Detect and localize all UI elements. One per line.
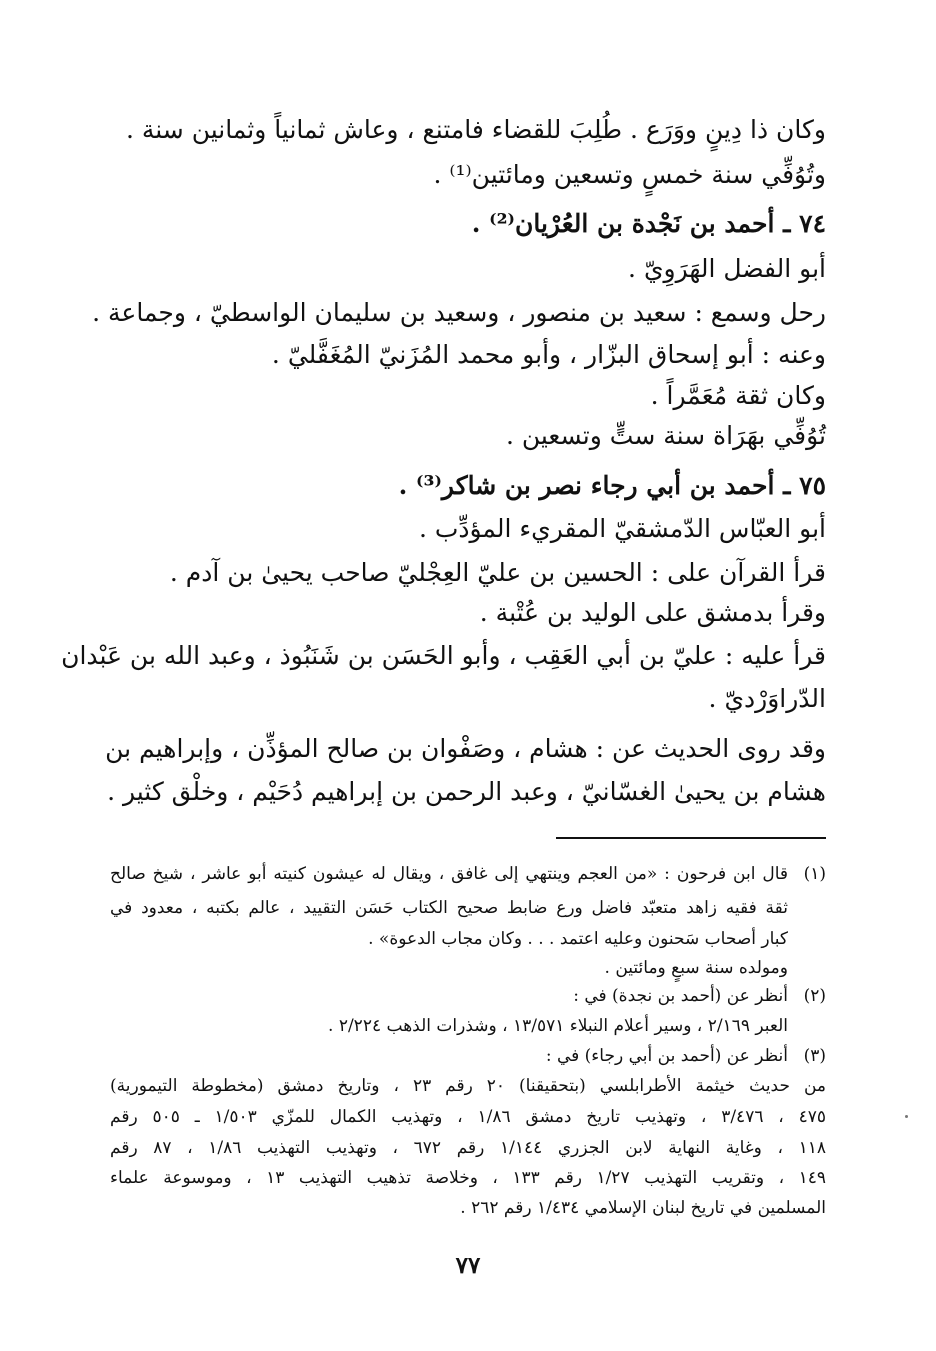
footnote-line: ١١٨ ، وغاية النهاية لابن الجزري ١/١٤٤ رقم ٦٧٢ ، وتهذيب التهذيب ١/٨٦ ، ٨٧ رقم — [110, 1138, 826, 1158]
text-line: قرأ القرآن على : الحسين بن عليّ العِجْليّ صاحب يحيىٰ بن آدم . — [169, 558, 826, 587]
footnote-label: (٣) — [803, 1046, 826, 1066]
footnote-line: أنظر عن (أحمد بن نجدة) في : — [573, 986, 788, 1006]
page-number: ٧٧ — [455, 1252, 481, 1279]
footnote-line: العبر ٢/١٦٩ ، وسير أعلام النبلاء ١٣/٥٧١ ، وشذرات الذهب ٢/٢٢٤ . — [328, 1016, 788, 1036]
text-line: أبو الفضل الهَرَوِيّ . — [628, 254, 826, 283]
text-line: وعنه : أبو إسحاق البزّار ، وأبو محمد المُزَنيّ المُغَفَّليّ . — [271, 340, 826, 369]
footnote-line: قال ابن فرحون : «من العجم وينتهي إلى غافق ، ويقال له عيشون كنيته أبو عاشر ، شيخ صالح — [110, 864, 788, 884]
text-line: وكان ثقة مُعَمَّراً . — [650, 381, 826, 410]
text-line: رحل وسمع : سعيد بن منصور ، وسعيد بن سليمان الواسطيّ ، وجماعة . — [92, 298, 826, 327]
text-line: هشام بن يحيىٰ الغسّانيّ ، وعبد الرحمن بن إبراهيم دُحَيْم ، وخلْق كثير . — [107, 777, 826, 806]
footnote-line: ومولده سنة سبعٍ ومائتين . — [604, 958, 788, 978]
footnote-label: (١) — [803, 864, 826, 884]
footnote-label: (٢) — [803, 986, 826, 1006]
entry-heading-74: ٧٤ ـ أحمد بن نَجْدة بن العُرْيان⁽²⁾ . — [471, 209, 826, 238]
text-line: وقد روى الحديث عن : هشام ، وصَفْوان بن صالح المؤذِّن ، وإبراهيم بن — [105, 734, 826, 763]
footnote-line: ثقة فقيه زاهد متعبّد فاضل ورع ضابط صحيح الكتاب حَسَن التقييد ، عالم بكتبه ، معدود في — [110, 898, 788, 918]
footnote-separator — [556, 837, 826, 839]
entry-heading-75: ٧٥ ـ أحمد بن أبي رجاء نصر بن شاكر⁽³⁾ . — [398, 471, 826, 500]
text-line: تُوُفِّي بهَرَاة سنة ستٍّ وتسعين . — [505, 421, 826, 450]
footnote-line: كبار أصحاب سَحنون وعليه اعتمد . . . وكان مجاب الدعوة» . — [368, 929, 788, 949]
footnote-line: ٤٧٥ ، ٣/٤٧٦ ، وتهذيب تاريخ دمشق ١/٨٦ ، وتهذيب الكمال للمزّي ١/٥٠٣ ـ ٥٠٥ رقم — [110, 1107, 827, 1127]
footnote-line: ١٤٩ ، وتقريب التهذيب ١/٢٧ رقم ١٣٣ ، وخلاصة تذهيب التهذيب ١٣ ، وموسوعة علماء — [110, 1168, 826, 1188]
text-line: الدّراوَرْديّ . — [708, 684, 826, 713]
footnote-line: من حديث خيثمة الأطرابلسي (بتحقيقنا) ٢٠ رقم ٢٣ ، وتاريخ دمشق (مخطوطة التيمورية) — [110, 1076, 826, 1096]
footnote-line: أنظر عن (أحمد بن أبي رجاء) في : — [545, 1046, 788, 1066]
text-line: وقرأ بدمشق على الوليد بن عُتْبة . — [479, 598, 826, 627]
text-line: أبو العبّاس الدّمشقيّ المقريء المؤدِّب . — [418, 514, 826, 543]
text-line: وكان ذا دِينٍ ووَرَع . طُلِبَ للقضاء فامتنع ، وعاش ثمانياً وثمانين سنة . — [125, 115, 826, 144]
scan-speck — [905, 1115, 908, 1118]
text-line: وتُوُفِّي سنة خمسٍ وتسعين ومائتين⁽¹⁾ . — [433, 160, 826, 189]
text-line: قرأ عليه : عليّ بن أبي العَقِب ، وأبو الحَسَن بن شَنَبُوذ ، وعبد الله بن عَبْدان — [61, 641, 826, 670]
footnote-line: المسلمين في تاريخ لبنان الإسلامي ١/٤٣٤ رقم ٢٦٢ . — [460, 1198, 826, 1218]
